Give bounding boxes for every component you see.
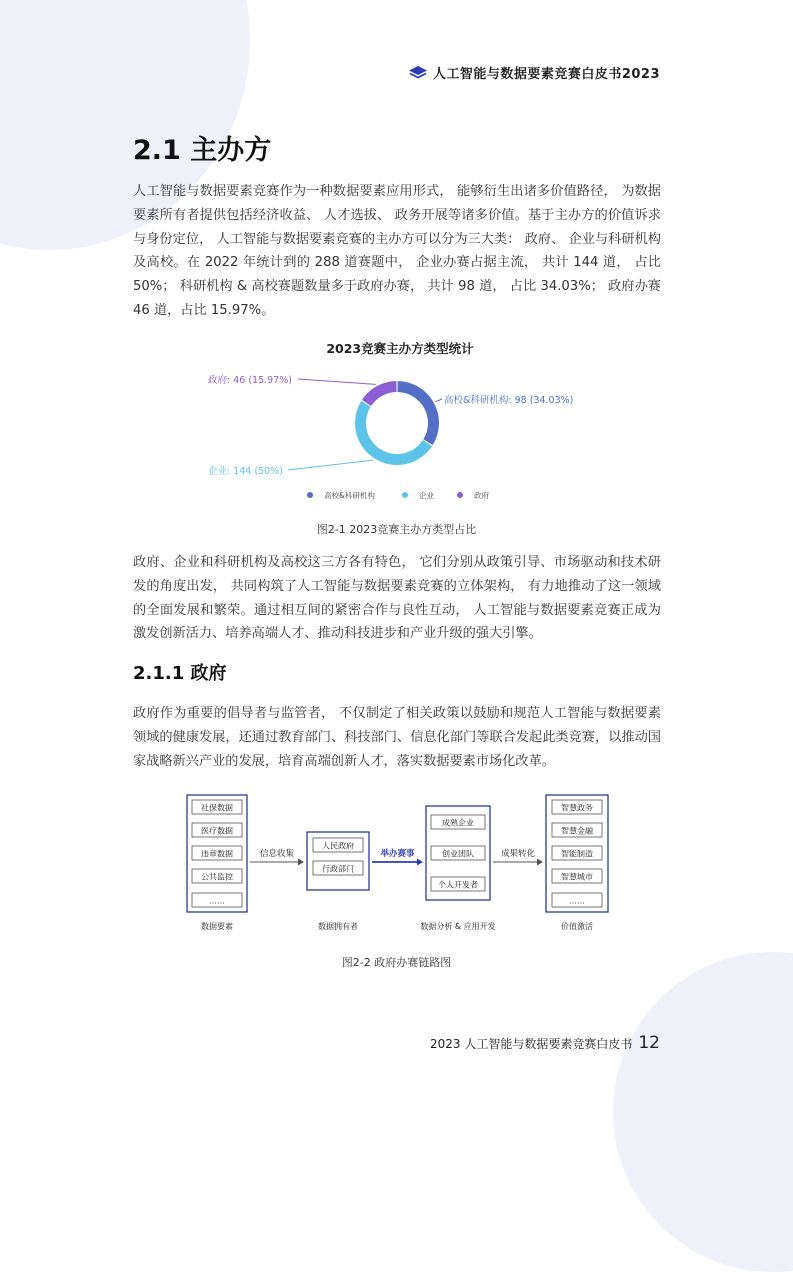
leader-line-0 xyxy=(436,399,442,402)
flow-item-0-4: …… xyxy=(209,896,225,906)
figure1-caption: 图2-1 2023竞赛主办方类型占比 xyxy=(316,523,477,536)
pie-slice-1 xyxy=(355,401,432,465)
flow-item-2-0: 成熟企业 xyxy=(442,818,474,828)
layers-icon xyxy=(409,66,427,80)
flow-item-0-0: 社保数据 xyxy=(201,803,233,813)
chart-title: 2023竞赛主办方类型统计 xyxy=(326,341,474,356)
page-number: 12 xyxy=(638,1033,660,1053)
footer-title: 2023 人工智能与数据要素竞赛白皮书 xyxy=(430,1037,633,1051)
flow-item-3-3: 智慧城市 xyxy=(561,872,593,882)
donut-chart xyxy=(190,333,610,513)
paragraph-summary: 政府、企业和科研机构及高校这三方各有特色， 它们分别从政策引导、市场驱动和技术研发的角度出发， 共同构筑了人工智能与数据要素竞赛的立体架构， 有力地推动了这一领域的全面发展和繁荣。通过相互间的紧密合作与良性互动， 人工智能与数据要素竞赛正成为激发创新活力、培养高端人才、推动科技进步和产业升级的强大引擎。 xyxy=(133,555,661,642)
flow-item-3-0: 智慧政务 xyxy=(561,803,593,813)
flow-item-3-1: 智慧金融 xyxy=(561,826,593,836)
slice-label-0: 高校&科研机构: 98 (34.03%) xyxy=(444,395,574,406)
paragraph-intro: 人工智能与数据要素竞赛作为一种数据要素应用形式， 能够衍生出诸多价值路径， 为数据要素所有者提供包括经济收益、 人才选拔、 政务开展等诸多价值。基于主办方的价值诉求与身份定位， 人工智能与数据要素竞赛的主办方可以分为三大类： 政府、 企业与科研机构及高校。在 2022 年统计到的 288 道赛题中， 企业办赛占据主流， 共计 144 道， 占比 50%； 科研机构 & 高校赛题数量多于政府办赛， 共计 98 道， 占比 34.03%； 政府办赛 46 道，占比 15.97%。 xyxy=(133,184,661,318)
flow-column-label-0: 数据要素 xyxy=(201,922,233,931)
slice-label-1: 企业: 144 (50%) xyxy=(208,466,283,477)
flow-item-1-0: 人民政府 xyxy=(322,841,354,851)
legend-label-2: 政府 xyxy=(474,491,489,500)
flow-arrowhead-0 xyxy=(298,859,304,866)
subsection-title: 2.1.1 政府 xyxy=(133,663,227,684)
flow-item-3-4: …… xyxy=(569,896,585,906)
flow-arrow-label-1: 举办赛事 xyxy=(380,849,415,859)
flow-item-2-2: 个人开发者 xyxy=(438,880,478,890)
flow-item-0-2: 违章数据 xyxy=(201,849,233,859)
legend-marker-0 xyxy=(307,492,313,498)
legend-marker-2 xyxy=(457,492,463,498)
legend-label-1: 企业 xyxy=(419,491,434,500)
pie-slice-0 xyxy=(397,381,439,445)
government-flow-diagram xyxy=(170,785,630,940)
decorative-circle-bottom-right xyxy=(613,952,793,1272)
leader-line-2 xyxy=(298,379,376,384)
flow-column-label-2: 数据分析 & 应用开发 xyxy=(420,922,496,931)
leader-line-1 xyxy=(288,460,373,470)
flow-column-label-3: 价值激活 xyxy=(561,922,593,931)
flow-arrowhead-1 xyxy=(417,859,423,866)
flow-arrow-label-2: 成果转化 xyxy=(500,849,536,859)
section-title: 2.1 主办方 xyxy=(133,135,272,166)
slice-label-2: 政府: 46 (15.97%) xyxy=(208,375,292,386)
page-footer xyxy=(430,1033,660,1053)
flow-item-1-1: 行政部门 xyxy=(322,864,354,874)
flow-arrow-label-0: 信息收集 xyxy=(259,849,295,859)
header-title: 人工智能与数据要素竞赛白皮书2023 xyxy=(432,67,660,82)
flow-column-label-1: 数据拥有者 xyxy=(318,922,358,931)
flow-item-0-3: 公共监控 xyxy=(201,872,233,882)
legend-marker-1 xyxy=(402,492,408,498)
flow-item-0-1: 医疗数据 xyxy=(201,826,233,836)
flow-item-2-1: 创业团队 xyxy=(442,849,474,859)
pie-slice-2 xyxy=(362,381,397,406)
paragraph-government: 政府作为重要的倡导者与监管者， 不仅制定了相关政策以鼓励和规范人工智能与数据要素领域的健康发展，还通过教育部门、科技部门、信息化部门等联合发起此类竞赛，以推动国家战略新兴产业的发展，培育高端创新人才，落实数据要素市场化改革。 xyxy=(133,706,661,769)
flow-item-3-2: 智能制造 xyxy=(561,849,593,859)
legend-label-0: 高校&科研机构 xyxy=(324,491,375,500)
flow-arrowhead-2 xyxy=(537,859,543,866)
figure2-caption: 图2-2 政府办赛链路图 xyxy=(341,956,452,969)
running-header xyxy=(409,63,660,82)
